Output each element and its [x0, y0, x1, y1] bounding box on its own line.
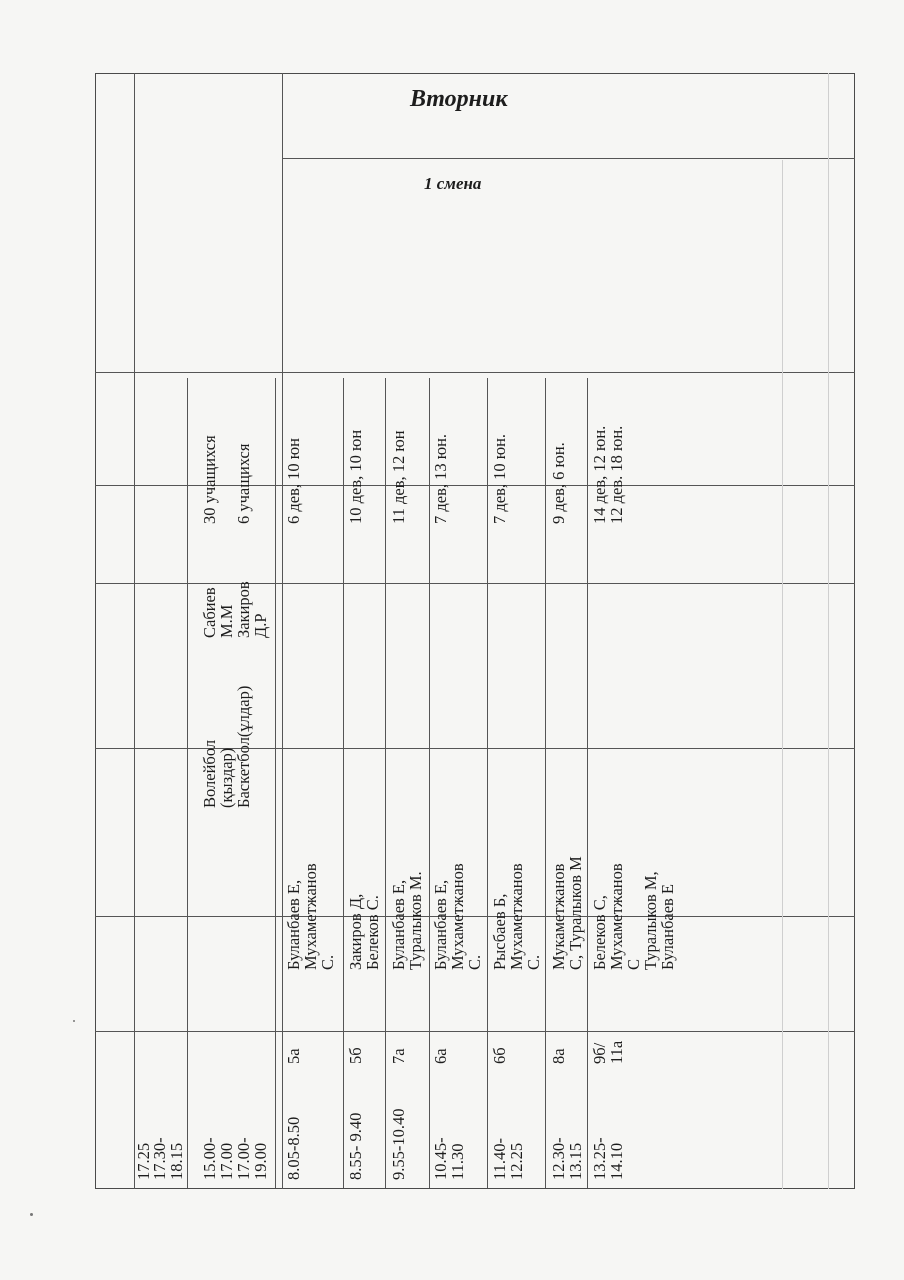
row-divider: [187, 378, 188, 1188]
sport-cell: Баскетбол(ұлдар): [234, 685, 253, 808]
scan-speck: [73, 1020, 75, 1022]
time-cell: 17.25: [134, 1142, 153, 1180]
row-divider: [275, 378, 276, 1188]
coach-cell: Закиров Д.Р: [234, 581, 270, 638]
count-cell: 6 дев, 10 юн: [284, 438, 303, 524]
time-cell: 10.45- 11.30: [431, 1137, 467, 1180]
class-cell: 5а: [284, 1048, 303, 1064]
time-cell: 13.25- 14.10: [590, 1137, 626, 1180]
time-cell: 17.30- 18.15: [150, 1137, 186, 1180]
time-cell: 11.40- 12.25: [490, 1137, 526, 1180]
count-cell: 7 дев, 13 юн.: [431, 433, 450, 524]
time-cell: 8.55- 9.40: [346, 1112, 365, 1180]
count-cell: 6 учащихся: [234, 443, 253, 524]
teachers-cell: Белеков С, Мухаметжанов С Туралыков М, Буланбаев Е: [590, 863, 677, 970]
teachers-cell: Буланбаев Е, Мухаметжанов С.: [431, 863, 484, 970]
sport-cell: Волейбол (қыздар): [200, 739, 236, 808]
count-cell: 11 дев, 12 юн: [389, 430, 408, 524]
teachers-cell: Рысбаев Б, Мухаметжанов С.: [490, 863, 543, 970]
class-cell: 5б: [346, 1047, 365, 1064]
row-divider: [385, 378, 386, 1188]
schedule-body: [135, 378, 850, 1188]
count-cell: 9 дев, 6 юн.: [549, 442, 568, 524]
row-divider: [545, 378, 546, 1188]
row-line: [95, 372, 855, 373]
time-cell: 9.55-10.40: [389, 1108, 408, 1180]
teachers-cell: Закиров Д, Белеков С.: [346, 893, 382, 970]
teachers-cell: Буланбаев Е, Мухаметжанов С.: [284, 863, 337, 970]
scan-speck: [30, 1213, 33, 1216]
teachers-cell: Мукаметжанов С, Туралыков М: [549, 856, 585, 970]
count-cell: 10 дев, 10 юн: [346, 429, 365, 524]
count-cell: 30 учащихся: [200, 435, 219, 524]
row-divider: [343, 378, 344, 1188]
time-cell: 8.05-8.50: [284, 1116, 303, 1180]
count-cell: 7 дев, 10 юн.: [490, 433, 509, 524]
time-cell: 17.00- 19.00: [234, 1137, 270, 1180]
header-divider: [282, 158, 855, 159]
class-cell: 6б: [490, 1047, 509, 1064]
time-cell: 15.00- 17.00: [200, 1137, 236, 1180]
count-cell: 14 дев, 12 юн. 12 дев. 18 юн.: [590, 425, 626, 524]
class-cell: 9б/ 11а: [590, 1040, 626, 1064]
class-cell: 7а: [389, 1048, 408, 1064]
row-divider: [587, 378, 588, 1188]
class-cell: 8а: [549, 1048, 568, 1064]
time-cell: 12.30- 13.15: [549, 1137, 585, 1180]
row-divider: [487, 378, 488, 1188]
page-title: Вторник: [410, 86, 508, 112]
row-divider: [429, 378, 430, 1188]
teachers-cell: Буланбаев Е, Туралыков М.: [389, 871, 425, 970]
shift-label: 1 смена: [424, 174, 482, 193]
class-cell: 6а: [431, 1048, 450, 1064]
coach-cell: Сабиев М.М: [200, 587, 236, 638]
